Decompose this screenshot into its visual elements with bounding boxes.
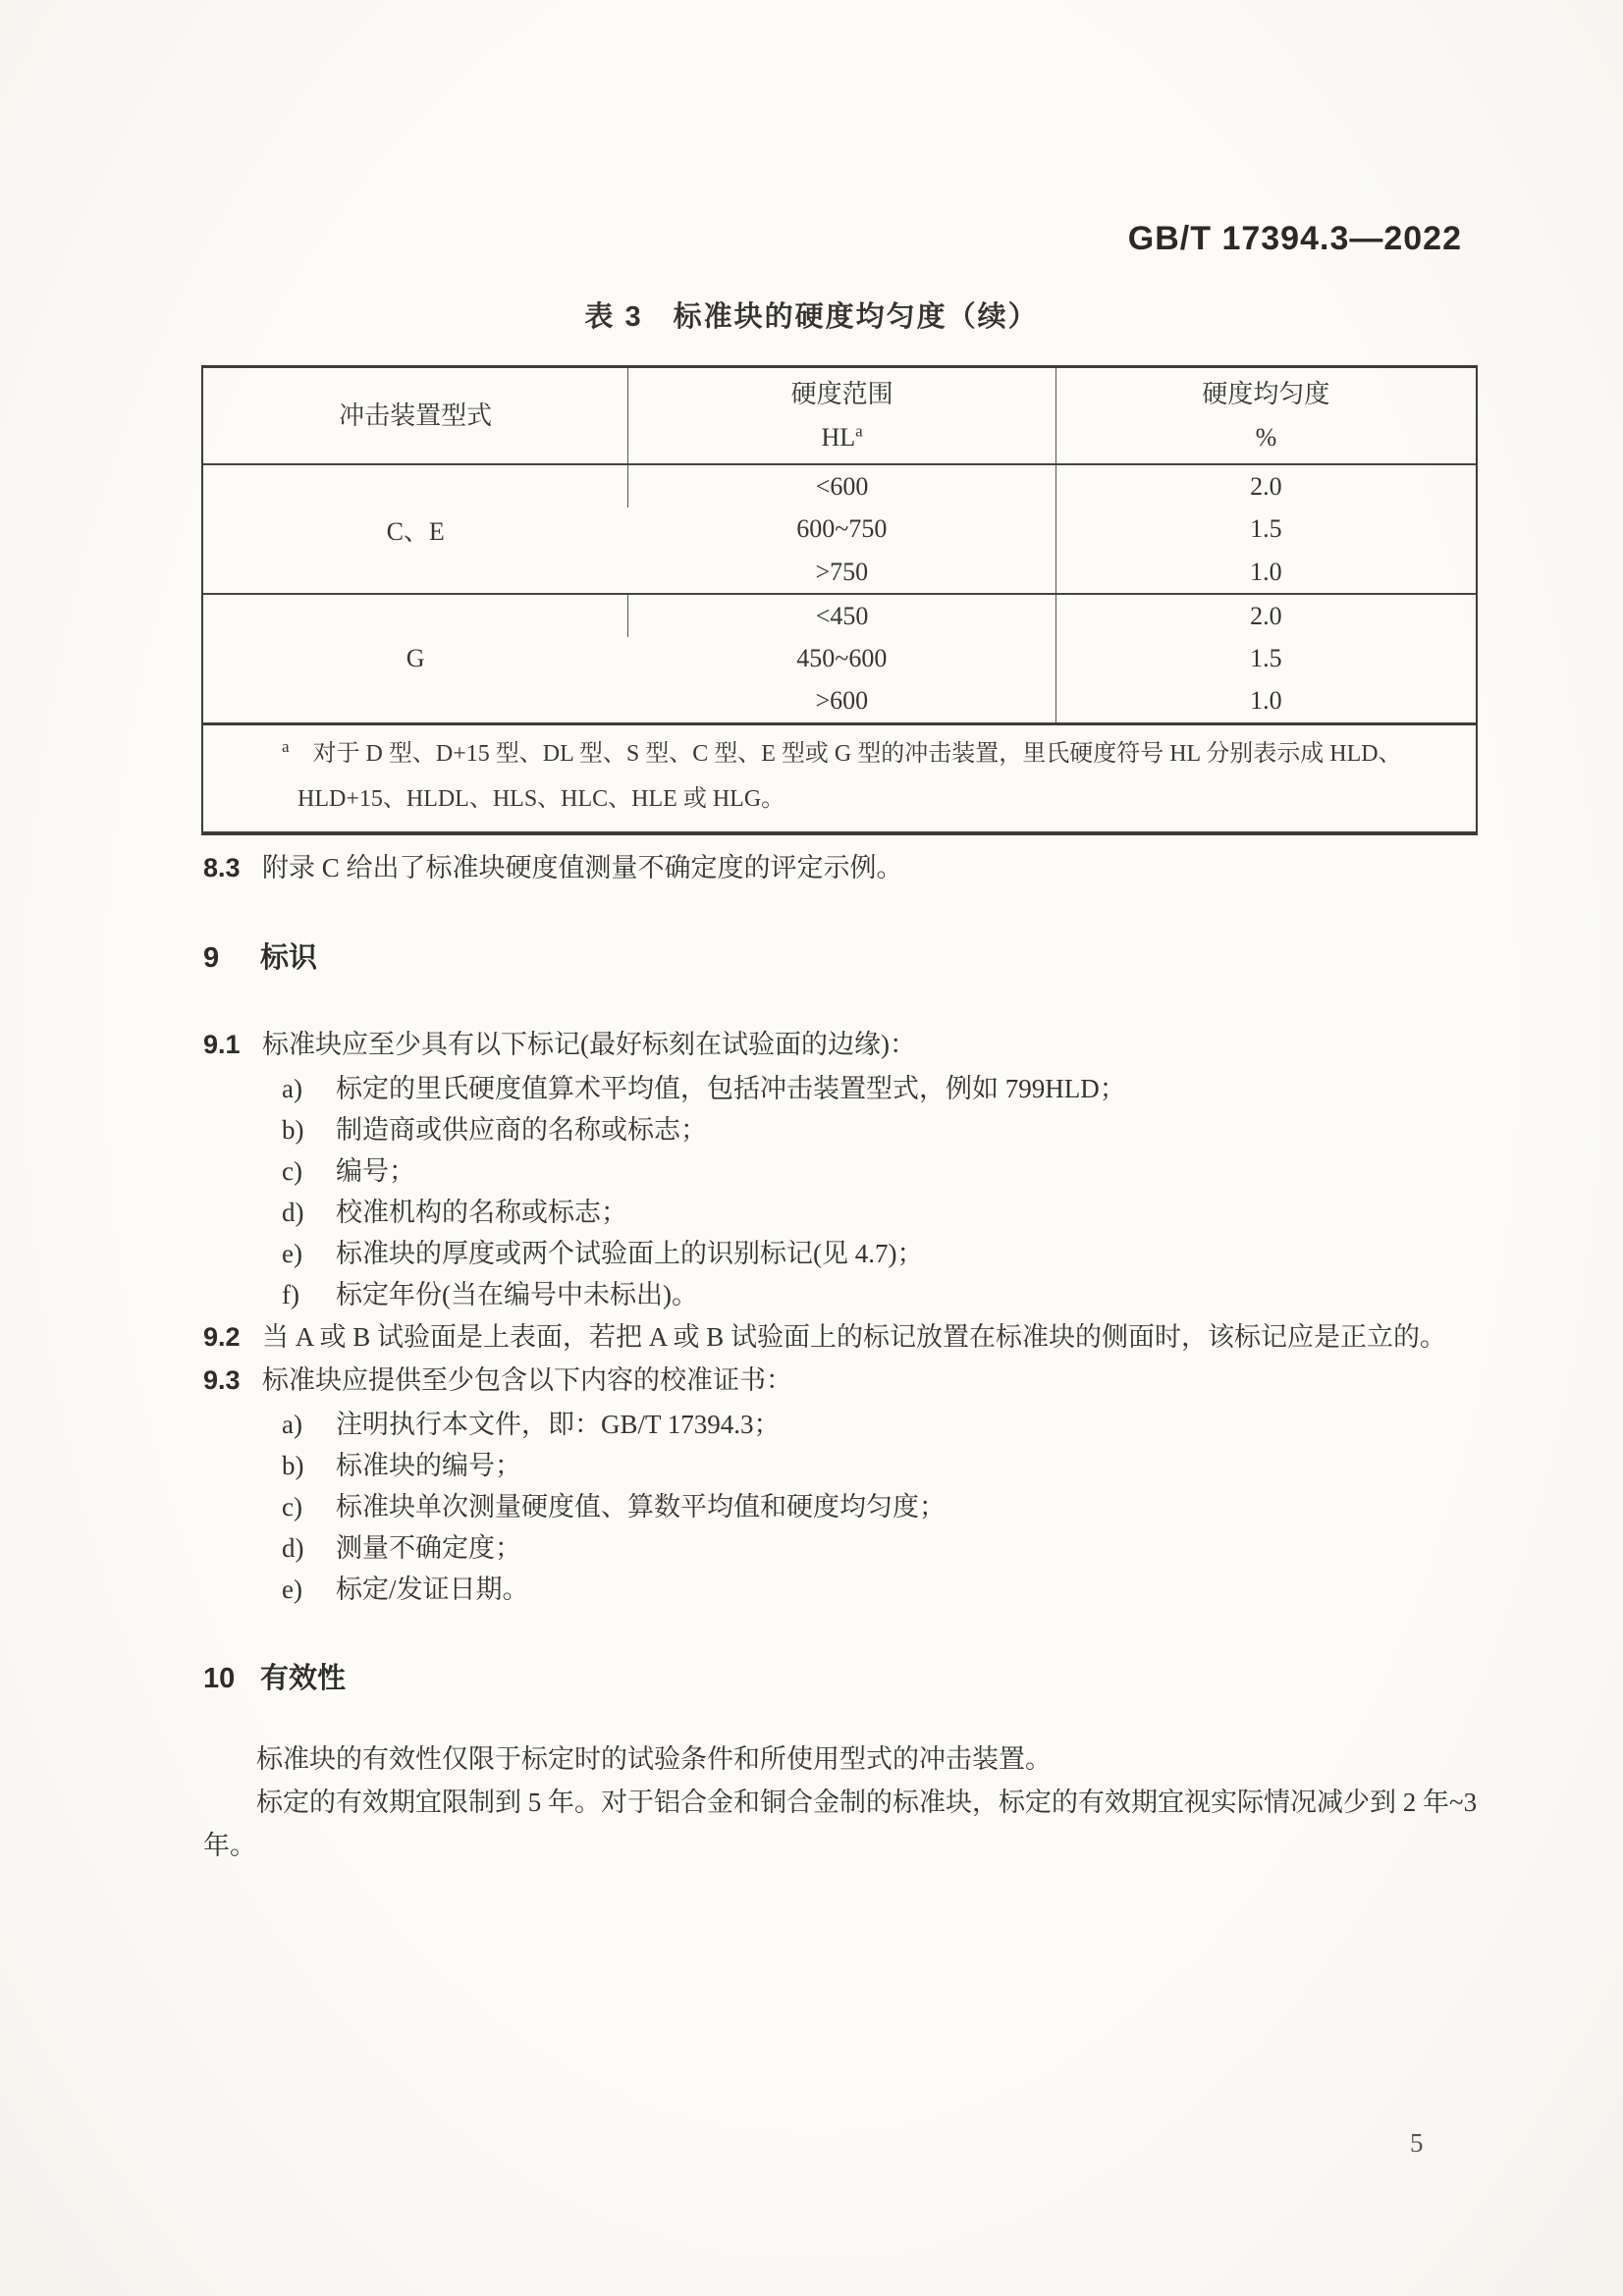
- column-header-device-type: [203, 368, 628, 464]
- list-item: [203, 1404, 1480, 1445]
- item-text: 测量不确定度；: [336, 1533, 521, 1563]
- section-9-heading: [203, 936, 1480, 980]
- item-text: 标定/发证日期。: [336, 1575, 529, 1604]
- list-item: [203, 1274, 1480, 1315]
- document-body: [203, 846, 1480, 1867]
- clause-text: 标准块应至少具有以下标记(最好标刻在试验面的边缘)：: [262, 1030, 916, 1059]
- item-label: a): [282, 1410, 302, 1439]
- standard-number-header: GB/T 17394.3—2022: [1127, 220, 1462, 257]
- item-label: c): [282, 1156, 302, 1186]
- section-title: 标识: [260, 942, 318, 974]
- item-label: d): [282, 1198, 304, 1227]
- percent-unit: %: [1255, 422, 1277, 452]
- list-item: [203, 1569, 1480, 1610]
- range-cell: <600: [628, 464, 1055, 507]
- item-text: 标定的里氏硬度值算术平均值，包括冲击装置型式，例如 799HLD；: [336, 1074, 1126, 1103]
- item-text: 标定年份(当在编号中未标出)。: [336, 1280, 698, 1309]
- table-row: [203, 594, 1476, 637]
- clause-9-1: [203, 1023, 1480, 1066]
- clause-number: 9.2: [203, 1322, 241, 1352]
- uniformity-cell: 1.0: [1055, 551, 1476, 594]
- item-text: 校准机构的名称或标志；: [336, 1198, 627, 1227]
- item-text: 编号；: [336, 1156, 415, 1186]
- clause-text: 当 A 或 B 试验面是上表面，若把 A 或 B 试验面上的标记放置在标准块的侧面时，该标记应是正立的。: [262, 1322, 1447, 1352]
- section-title: 有效性: [260, 1663, 347, 1694]
- list-item: [203, 1233, 1480, 1274]
- uniformity-cell: 2.0: [1055, 594, 1476, 637]
- item-text: 制造商或供应商的名称或标志；: [336, 1115, 707, 1145]
- table-header-row: [203, 368, 1476, 464]
- page-number: 5: [1410, 2128, 1424, 2158]
- range-cell: >750: [815, 557, 869, 586]
- section-10-paragraph: 标准块的有效性仅限于标定时的试验条件和所使用型式的冲击装置。: [256, 1744, 1052, 1774]
- clause-9-1-list: [203, 1068, 1480, 1315]
- list-item: [203, 1192, 1480, 1233]
- device-type-label: 冲击装置型式: [339, 400, 493, 430]
- item-text: 标准块的编号；: [336, 1451, 521, 1480]
- clause-8-3: [203, 846, 1480, 889]
- list-item: [203, 1150, 1480, 1192]
- clause-number: 8.3: [203, 853, 241, 882]
- table-caption: 表 3 标准块的硬度均匀度（续）: [584, 301, 1039, 333]
- hl-footnote-superscript: a: [855, 420, 863, 440]
- item-label: b): [282, 1115, 304, 1145]
- table-row: [203, 464, 1476, 507]
- item-text: 标准块单次测量硬度值、算数平均值和硬度均匀度；: [336, 1492, 946, 1522]
- section-10-heading: [203, 1657, 1480, 1700]
- column-header-hardness-range: [628, 368, 1055, 464]
- range-cell: <450: [628, 594, 1055, 637]
- device-type-ce: C、E: [386, 516, 445, 546]
- clause-9-3-list: [203, 1404, 1480, 1610]
- clause-number: 9.3: [203, 1365, 241, 1395]
- list-item: [203, 1527, 1480, 1569]
- uniformity-label: 硬度均匀度: [1202, 379, 1330, 408]
- item-label: e): [282, 1239, 302, 1268]
- uniformity-cell: 1.0: [1055, 680, 1476, 723]
- uniformity-cell: 1.5: [1055, 637, 1476, 680]
- item-label: d): [282, 1533, 304, 1563]
- section-10-paragraph: 标定的有效期宜限制到 5 年。对于铝合金和铜合金制的标准块，标定的有效期宜视实际情况减少到 2 年~3 年。: [203, 1788, 1478, 1860]
- item-label: c): [282, 1492, 302, 1522]
- hardness-range-label: 硬度范围: [790, 379, 893, 408]
- table-footnote-row: [203, 723, 1476, 831]
- uniformity-cell: 2.0: [1055, 464, 1476, 507]
- hardness-uniformity-table: [201, 365, 1478, 835]
- item-label: e): [282, 1575, 302, 1604]
- clause-9-2: [203, 1315, 1480, 1359]
- item-label: b): [282, 1451, 304, 1480]
- table-footnote: [203, 723, 1476, 831]
- section-number: 10: [203, 1663, 236, 1694]
- clause-9-3: [203, 1359, 1480, 1402]
- column-header-uniformity: [1055, 368, 1476, 464]
- item-text: 标准块的厚度或两个试验面上的识别标记(见 4.7)；: [336, 1239, 924, 1268]
- uniformity-cell: 1.5: [1055, 507, 1476, 551]
- range-cell: 450~600: [796, 644, 888, 672]
- device-type-g: G: [203, 594, 628, 723]
- footnote-text: 对于 D 型、D+15 型、DL 型、S 型、C 型、E 型或 G 型的冲击装置，里氏硬度符号 HL 分别表示成 HLD、HLD+15、HLDL、HLS、HLC、HLE 或 HLG。: [298, 740, 1402, 812]
- hl-unit: [628, 416, 1055, 459]
- hl-symbol: HL: [821, 422, 856, 452]
- clause-text: 标准块应提供至少包含以下内容的校准证书：: [262, 1365, 792, 1395]
- list-item: [203, 1445, 1480, 1486]
- item-label: a): [282, 1074, 302, 1103]
- list-item: [203, 1109, 1480, 1150]
- clause-text: 附录 C 给出了标准块硬度值测量不确定度的评定示例。: [262, 853, 903, 882]
- range-cell: >600: [815, 686, 869, 716]
- section-number: 9: [203, 942, 220, 974]
- footnote-marker: a: [282, 736, 290, 756]
- clause-number: 9.1: [203, 1030, 241, 1059]
- range-cell: 600~750: [796, 514, 888, 543]
- item-text: 注明执行本文件，即：GB/T 17394.3；: [336, 1410, 781, 1439]
- item-label: f): [282, 1280, 299, 1309]
- list-item: [203, 1486, 1480, 1527]
- list-item: [203, 1068, 1480, 1109]
